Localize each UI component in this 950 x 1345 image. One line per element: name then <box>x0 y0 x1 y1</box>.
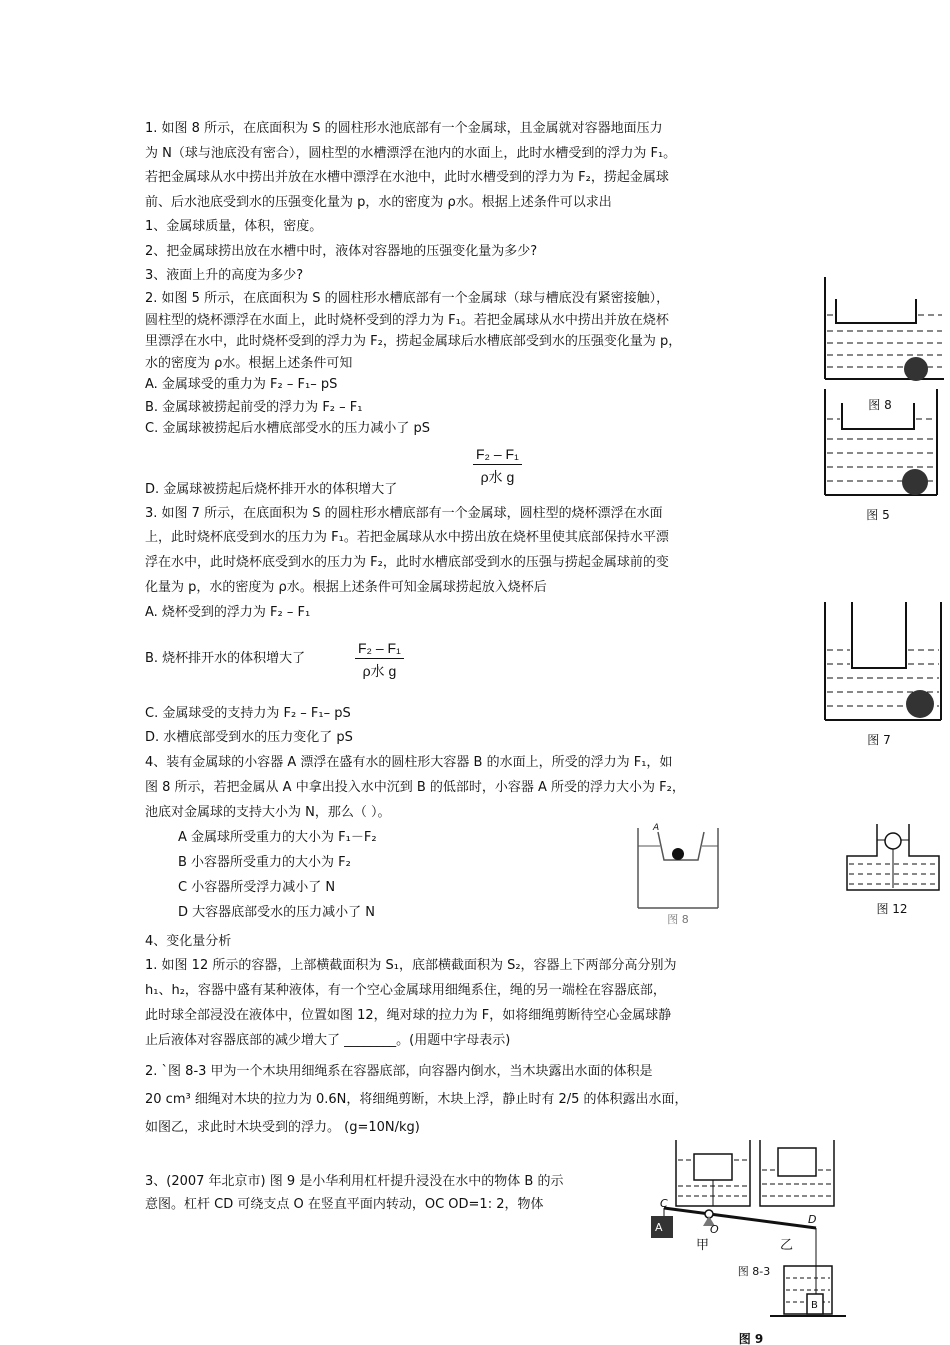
text-line: 4、装有金属球的小容器 A 漂浮在盛有水的圆柱形大容器 B 的水面上，所受的浮力为 F₁，如 <box>145 755 673 770</box>
option-line: A 金属球所受重力的大小为 F₁－F₂ <box>178 830 377 845</box>
text-line: 1. 如图 12 所示的容器，上部横截面积为 S₁，底部横截面积为 S₂，容器上下两部分高分别为 <box>145 958 677 973</box>
text-line: A. 金属球受的重力为 F₂ – F₁– pS <box>145 377 338 392</box>
text-line: 1、金属球质量，体积，密度。 <box>145 219 323 234</box>
figure-8-diagram <box>818 275 944 383</box>
figure-label-c: C <box>660 1197 668 1210</box>
fraction <box>355 640 404 681</box>
text-line: 若把金属球从水中捞出并放在水槽中漂浮在水池中，此时水槽受到的浮力为 F₂，捞起金属球 <box>145 170 669 185</box>
text-line: 圆柱型的烧杯漂浮在水面上，此时烧杯受到的浮力为 F₁。若把金属球从水中捞出并放在烧杯 <box>145 313 669 328</box>
fraction-denominator: ρ水 g <box>480 469 515 485</box>
figure-caption: 图 12 <box>876 902 908 916</box>
figure-12-diagram <box>843 822 943 892</box>
text-line: 止后液体对容器底部的减少增大了 ________。(用题中字母表示) <box>145 1033 511 1048</box>
text-line: 2、把金属球捞出放在水槽中时，液体对容器地的压强变化量为多少? <box>145 244 538 259</box>
figure-caption: 图 9 <box>738 1332 764 1345</box>
text-line: 2. `图 8-3 甲为一个木块用细绳系在容器底部，向容器内倒水，当木块露出水面的体积是 <box>145 1064 653 1079</box>
figure-caption: 图 8 <box>667 913 689 926</box>
figure-9-diagram <box>640 1196 850 1326</box>
figure-8b-diagram <box>632 824 724 912</box>
text-line: D. 水槽底部受到水的压力变化了 pS <box>145 730 353 745</box>
text-line: 此时球全部浸没在液体中，位置如图 12，绳对球的拉力为 F，如将细绳剪断待空心金属球静 <box>145 1008 672 1023</box>
text-line: 化量为 p，水的密度为 ρ水。根据上述条件可知金属球捞起放入烧杯后 <box>145 580 547 595</box>
text-line: 里漂浮在水中，此时烧杯受到的浮力为 F₂，捞起金属球后水槽底部受到水的压强变化量为 p， <box>145 334 682 349</box>
text-line: 为 N（球与池底没有密合），圆柱型的水槽漂浮在池内的水面上，此时水槽受到的浮力为 F₁。 <box>145 146 677 161</box>
figure-label-o: O <box>710 1223 719 1236</box>
figure-caption: 图 8-3 <box>737 1265 771 1278</box>
figure-7-diagram <box>818 598 948 724</box>
section-heading: 4、变化量分析 <box>145 934 232 949</box>
text-line: A. 烧杯受到的浮力为 F₂ – F₁ <box>145 605 311 620</box>
text-line: 前、后水池底受到水的压强变化量为 p，水的密度为 ρ水。根据上述条件可以求出 <box>145 195 612 210</box>
fraction <box>473 446 522 487</box>
figure-caption: 图 7 <box>867 733 891 747</box>
text-line: B. 金属球被捞起前受的浮力为 F₂ – F₁ <box>145 400 363 415</box>
text-line: 浮在水中，此时烧杯底受到水的压力为 F₂，此时水槽底部受到水的压强与捞起金属球前的变 <box>145 555 669 570</box>
text-line: 3. 如图 7 所示，在底面积为 S 的圆柱形水槽底部有一个金属球，圆柱型的烧杯漂浮在水面 <box>145 506 663 521</box>
text-line: 1. 如图 8 所示，在底面积为 S 的圆柱形水池底部有一个金属球，且金属就对容器地面压力 <box>145 121 663 136</box>
figure-label: A <box>653 823 660 833</box>
text-line: 3、(2007 年北京市) 图 9 是小华利用杠杆提升浸没在水中的物体 B 的示 <box>145 1174 564 1189</box>
fraction-numerator: F₂ – F₁ <box>473 446 522 465</box>
option-line: C 小容器所受浮力减小了 N <box>178 880 336 895</box>
figure-label-d: D <box>808 1213 817 1226</box>
text-line: h₁、h₂，容器中盛有某种液体，有一个空心金属球用细绳系住，绳的另一端栓在容器底部， <box>145 983 666 998</box>
figure-label-a: A <box>655 1221 663 1234</box>
figure-caption: 图 5 <box>866 508 890 522</box>
fraction-numerator: F₂ – F₁ <box>355 640 404 659</box>
text-line: C. 金属球受的支持力为 F₂ – F₁– pS <box>145 706 351 721</box>
figure-label-yi: 乙 <box>780 1238 794 1253</box>
option-line: B 小容器所受重力的大小为 F₂ <box>178 855 351 870</box>
text-line: 20 cm³ 细绳对木块的拉力为 0.6N，将细绳剪断，木块上浮，静止时有 2/5 的体积露出水面， <box>145 1092 688 1107</box>
fraction-denominator: ρ水 g <box>362 663 397 679</box>
figure-label-b: B <box>811 1300 818 1311</box>
text-line: 池底对金属球的支持大小为 N，那么（ ）。 <box>145 805 391 820</box>
option-line: D 大容器底部受水的压力减小了 N <box>178 905 375 920</box>
figure-caption: 图 8 <box>868 398 892 412</box>
text-line: 如图乙，求此时木块受到的浮力。 (g=10N/kg) <box>145 1120 420 1135</box>
text-line: D. 金属球被捞起后烧杯排开水的体积增大了 <box>145 482 398 497</box>
text-line: 2. 如图 5 所示，在底面积为 S 的圆柱形水槽底部有一个金属球（球与槽底没有紧密接触）， <box>145 291 670 306</box>
text-line: C. 金属球被捞起后水槽底部受水的压力减小了 pS <box>145 421 430 436</box>
text-line: 意图。杠杆 CD 可绕支点 O 在竖直平面内转动，OC OD=1: 2，物体 <box>145 1197 544 1212</box>
text-line: 图 8 所示，若把金属从 A 中拿出投入水中沉到 B 的低部时，小容器 A 所受的浮力大小为 F₂， <box>145 780 685 795</box>
text-line: 上，此时烧杯底受到水的压力为 F₁。若把金属球从水中捞出放在烧杯里使其底部保持水平漂 <box>145 530 669 545</box>
text-line: B. 烧杯排开水的体积增大了 <box>145 651 306 666</box>
text-line: 3、液面上升的高度为多少? <box>145 268 304 283</box>
text-line: 水的密度为 ρ水。根据上述条件可知 <box>145 356 353 371</box>
figure-5-diagram <box>818 387 944 499</box>
figure-label-jia: 甲 <box>696 1238 710 1253</box>
